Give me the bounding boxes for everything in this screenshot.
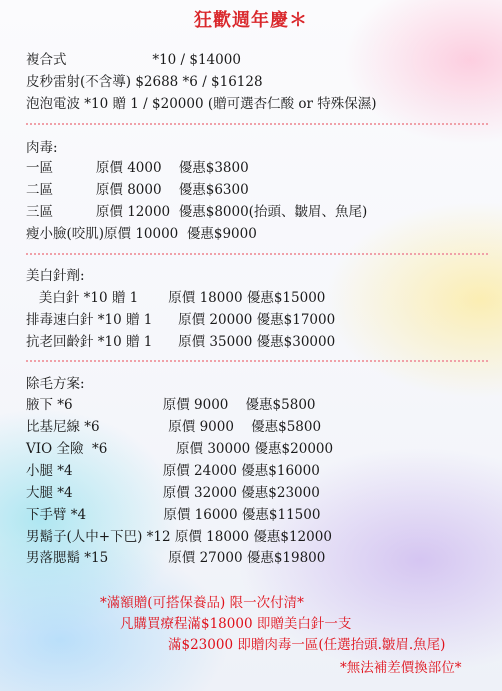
section-heading-whitening: 美白針劑: bbox=[26, 268, 85, 284]
section-heading-botox: 肉毒: bbox=[26, 140, 58, 156]
promo-note: *無法補差價換部位* bbox=[340, 660, 462, 676]
price-row: 下手臂 *4 原價 16000 優惠$11500 bbox=[26, 507, 321, 523]
page-title: 狂歡週年慶＊ bbox=[194, 10, 308, 31]
dotted-divider bbox=[26, 253, 488, 255]
promo-note: *滿額贈(可搭保養品) 限一次付清* bbox=[100, 595, 304, 611]
combo-item: 皮秒雷射(不含導) $2688 *6 / $16128 bbox=[26, 74, 263, 90]
dotted-divider bbox=[26, 360, 488, 362]
price-row: 二區 原價 8000 優惠$6300 bbox=[26, 182, 249, 198]
price-row: 小腿 *4 原價 24000 優惠$16000 bbox=[26, 463, 320, 479]
price-row: 腋下 *6 原價 9000 優惠$5800 bbox=[26, 397, 316, 413]
price-row: 男落腮鬍 *15 原價 27000 優惠$19800 bbox=[26, 550, 326, 566]
promo-note: 滿$23000 即贈肉毒一區(任選抬頭.皺眉.魚尾) bbox=[168, 637, 446, 653]
combo-item: 複合式 *10 / $14000 bbox=[26, 52, 241, 68]
combo-item: 泡泡電波 *10 贈 1 / $20000 (贈可選杏仁酸 or 特殊保濕) bbox=[26, 96, 377, 112]
price-row: 大腿 *4 原價 32000 優惠$23000 bbox=[26, 485, 320, 501]
price-row: 抗老回齡針 *10 贈 1 原價 35000 優惠$30000 bbox=[26, 334, 336, 350]
price-row: 美白針 *10 贈 1 原價 18000 優惠$15000 bbox=[26, 290, 326, 306]
price-row: 瘦小臉(咬肌)原價 10000 優惠$9000 bbox=[26, 226, 257, 242]
price-row: 一區 原價 4000 優惠$3800 bbox=[26, 160, 249, 176]
price-row: VIO 全險 *6 原價 30000 優惠$20000 bbox=[26, 441, 334, 457]
price-row: 排毒速白針 *10 贈 1 原價 20000 優惠$17000 bbox=[26, 312, 336, 328]
price-row: 比基尼線 *6 原價 9000 優惠$5800 bbox=[26, 419, 322, 435]
promo-note: 凡購買療程滿$18000 即贈美白針一支 bbox=[120, 616, 352, 632]
dotted-divider bbox=[26, 123, 488, 125]
section-heading-hair-removal: 除毛方案: bbox=[26, 376, 85, 392]
price-row: 三區 原價 12000 優惠$8000(抬頭、皺眉、魚尾) bbox=[26, 204, 368, 220]
price-row: 男鬍子(人中+下巴) *12 原價 18000 優惠$12000 bbox=[26, 529, 332, 545]
